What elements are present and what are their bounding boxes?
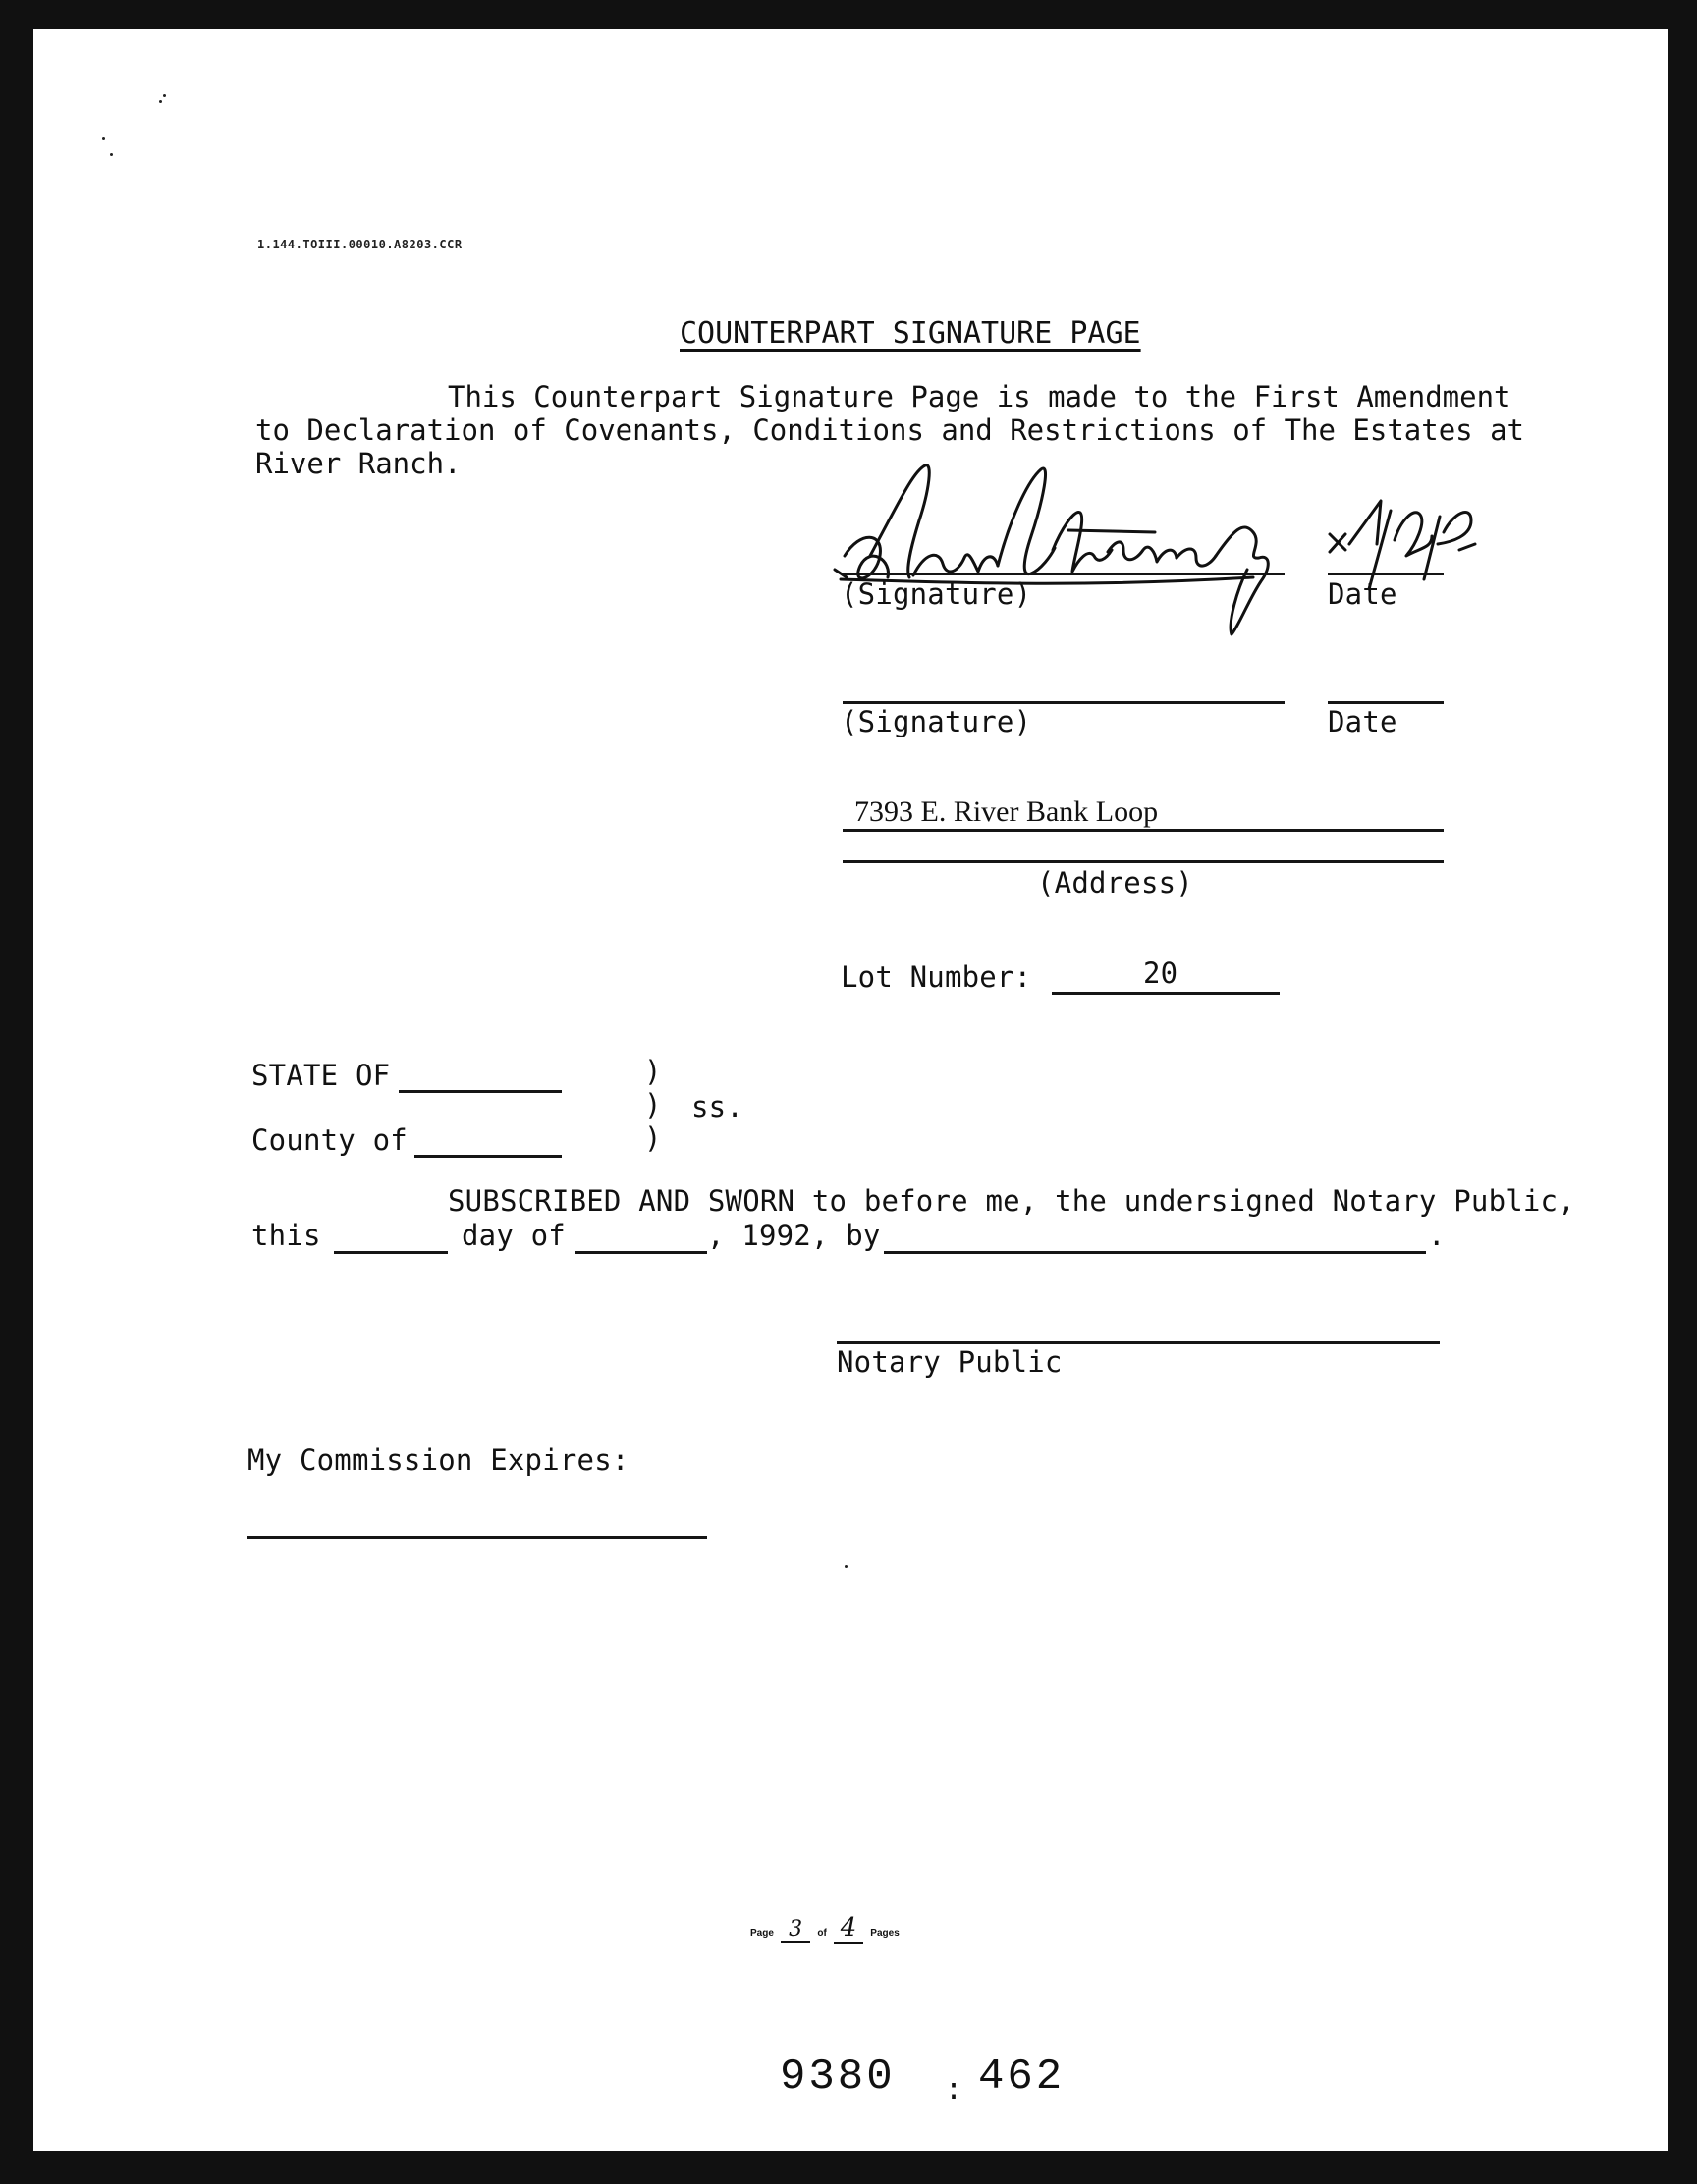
scan-speck <box>845 1565 848 1568</box>
address-line-2 <box>843 860 1444 863</box>
sworn-line-1: SUBSCRIBED AND SWORN to before me, the undersigned Notary Public, <box>448 1184 1575 1218</box>
notary-line <box>837 1341 1440 1344</box>
sworn-name-line <box>884 1251 1426 1254</box>
stamp-number-left: 9380 <box>780 2052 896 2102</box>
sworn-year-by: , 1992, by <box>707 1219 881 1252</box>
date-label-1: Date <box>1328 577 1397 611</box>
sworn-day-of: day of <box>462 1219 566 1252</box>
page-counter <box>750 1913 900 1944</box>
state-line <box>399 1090 562 1093</box>
county-label: County of <box>251 1123 408 1157</box>
address-line-1 <box>843 829 1444 832</box>
date-line-2 <box>1328 701 1444 704</box>
page-total: 4 <box>834 1913 863 1944</box>
sworn-day-line <box>334 1251 448 1254</box>
sworn-this: this <box>251 1219 321 1252</box>
lot-number-value: 20 <box>1143 956 1178 990</box>
state-label: STATE OF <box>251 1059 391 1092</box>
scan-speck <box>163 94 166 97</box>
sworn-month-line <box>575 1251 707 1254</box>
address-label: (Address) <box>1037 866 1193 900</box>
lot-number-line <box>1052 992 1280 995</box>
county-line <box>414 1155 562 1158</box>
pages-word: Pages <box>870 1928 900 1938</box>
signature-line-2 <box>843 701 1285 704</box>
stamp-separator: : <box>945 2072 963 2106</box>
scan-speck <box>159 100 162 103</box>
ss-brackets: ) ) ) <box>644 1055 662 1155</box>
page-title: COUNTERPART SIGNATURE PAGE <box>680 316 1141 351</box>
signature-line-1 <box>843 573 1285 575</box>
notary-public-label: Notary Public <box>837 1345 1063 1379</box>
date-line-1 <box>1328 573 1444 575</box>
signature-label-2: (Signature) <box>841 705 1032 738</box>
commission-line <box>247 1536 707 1539</box>
stamp-number-right: 462 <box>978 2052 1066 2102</box>
intro-text: This Counterpart Signature Page is made to the First Amendment to Declaration of Covenants, Conditions and Restrictions of The Estates at River Ranch. <box>255 380 1525 480</box>
sworn-period: . <box>1428 1219 1446 1252</box>
document-reference-code: 1.144.TOIII.00010.A8203.CCR <box>257 238 463 251</box>
address-value: 7393 E. River Bank Loop <box>854 795 1159 828</box>
commission-label: My Commission Expires: <box>247 1444 630 1477</box>
scan-speck <box>110 153 113 156</box>
page-of-word: of <box>817 1928 827 1938</box>
page-current: 3 <box>781 1917 810 1943</box>
handwritten-signature <box>831 462 1479 638</box>
signature-label-1: (Signature) <box>841 577 1032 611</box>
document-page <box>33 29 1668 2151</box>
scan-speck <box>102 137 105 140</box>
page-word: Page <box>750 1928 774 1938</box>
ss-label: ss. <box>691 1090 743 1123</box>
lot-number-label: Lot Number: <box>841 960 1032 994</box>
date-label-2: Date <box>1328 705 1397 738</box>
